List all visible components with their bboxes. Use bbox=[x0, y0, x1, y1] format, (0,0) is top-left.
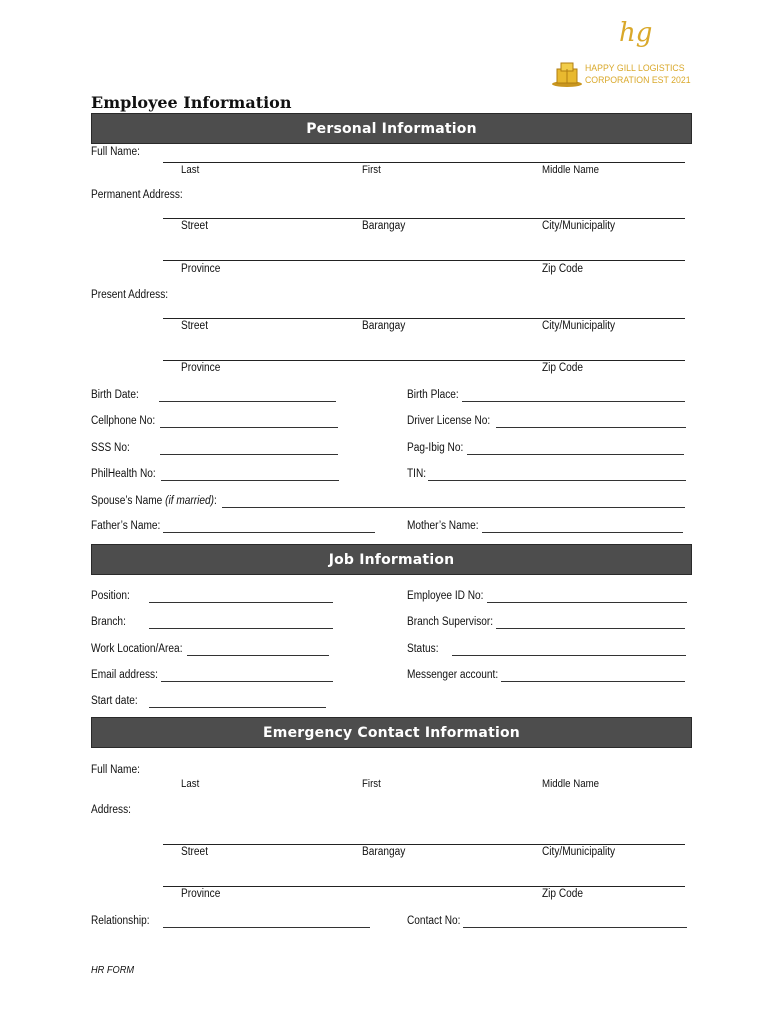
father-label: Father’s Name: bbox=[91, 520, 161, 532]
birth-date-label: Birth Date: bbox=[91, 389, 139, 401]
email-field[interactable] bbox=[161, 681, 333, 682]
barangay-label: Barangay bbox=[362, 846, 406, 858]
position-label: Position: bbox=[91, 590, 130, 602]
employee-id-field[interactable] bbox=[487, 602, 687, 603]
status-label: Status: bbox=[407, 643, 439, 655]
zip-label: Zip Code bbox=[542, 888, 584, 900]
sss-field[interactable] bbox=[160, 454, 338, 455]
city-label: City/Municipality bbox=[542, 320, 616, 332]
province-label: Province bbox=[181, 888, 221, 900]
emergency-middle-label: Middle Name bbox=[542, 778, 600, 790]
start-date-label: Start date: bbox=[91, 695, 138, 707]
sss-label: SSS No: bbox=[91, 442, 130, 454]
philhealth-field[interactable] bbox=[161, 480, 339, 481]
spouse-field[interactable] bbox=[222, 507, 685, 508]
street-label: Street bbox=[181, 320, 209, 332]
tin-field[interactable] bbox=[428, 480, 686, 481]
contact-label: Contact No: bbox=[407, 915, 461, 927]
pagibig-field[interactable] bbox=[467, 454, 684, 455]
work-location-field[interactable] bbox=[187, 655, 329, 656]
zip-label: Zip Code bbox=[542, 263, 584, 275]
footer-label: HR FORM bbox=[91, 964, 135, 976]
relationship-label: Relationship: bbox=[91, 915, 150, 927]
emergency-address-label: Address: bbox=[91, 804, 131, 816]
branch-label: Branch: bbox=[91, 616, 126, 628]
branch-supervisor-label: Branch Supervisor: bbox=[407, 616, 494, 628]
present-address-line1-field[interactable] bbox=[163, 318, 685, 319]
tin-label: TIN: bbox=[407, 468, 427, 480]
barangay-label: Barangay bbox=[362, 220, 406, 232]
middle-name-label: Middle Name bbox=[542, 164, 600, 176]
cellphone-field[interactable] bbox=[160, 427, 338, 428]
emergency-address-line2-field[interactable] bbox=[163, 886, 685, 887]
messenger-label: Messenger account: bbox=[407, 669, 499, 681]
permanent-address-label: Permanent Address: bbox=[91, 189, 183, 201]
branch-supervisor-field[interactable] bbox=[496, 628, 685, 629]
status-field[interactable] bbox=[452, 655, 686, 656]
relationship-field[interactable] bbox=[163, 927, 370, 928]
driver-license-label: Driver License No: bbox=[407, 415, 491, 427]
cellphone-label: Cellphone No: bbox=[91, 415, 156, 427]
logo-monogram: hg bbox=[619, 18, 653, 48]
logo-line-1: HAPPY GILL LOGISTICS bbox=[585, 63, 685, 74]
email-label: Email address: bbox=[91, 669, 158, 681]
job-info-header: Job Information bbox=[91, 544, 692, 575]
work-location-label: Work Location/Area: bbox=[91, 643, 183, 655]
gold-boxes-icon bbox=[550, 60, 584, 88]
start-date-field[interactable] bbox=[149, 707, 326, 708]
page-title: Employee Information bbox=[91, 93, 292, 112]
position-field[interactable] bbox=[149, 602, 333, 603]
spouse-label: Spouse’s Name (if married): bbox=[91, 495, 217, 507]
birth-date-field[interactable] bbox=[159, 401, 336, 402]
personal-info-header: Personal Information bbox=[91, 113, 692, 144]
father-field[interactable] bbox=[163, 532, 375, 533]
branch-field[interactable] bbox=[149, 628, 333, 629]
messenger-field[interactable] bbox=[501, 681, 685, 682]
emergency-address-line1-field[interactable] bbox=[163, 844, 685, 845]
employee-id-label: Employee ID No: bbox=[407, 590, 484, 602]
city-label: City/Municipality bbox=[542, 220, 616, 232]
province-label: Province bbox=[181, 362, 221, 374]
contact-field[interactable] bbox=[463, 927, 687, 928]
street-label: Street bbox=[181, 846, 209, 858]
mother-field[interactable] bbox=[482, 532, 683, 533]
birth-place-label: Birth Place: bbox=[407, 389, 459, 401]
emergency-first-label: First bbox=[362, 778, 381, 790]
driver-license-field[interactable] bbox=[496, 427, 686, 428]
permanent-address-line2-field[interactable] bbox=[163, 260, 685, 261]
philhealth-label: PhilHealth No: bbox=[91, 468, 156, 480]
present-address-line2-field[interactable] bbox=[163, 360, 685, 361]
barangay-label: Barangay bbox=[362, 320, 406, 332]
city-label: City/Municipality bbox=[542, 846, 616, 858]
zip-label: Zip Code bbox=[542, 362, 584, 374]
pagibig-label: Pag-Ibig No: bbox=[407, 442, 464, 454]
last-name-label: Last bbox=[181, 164, 200, 176]
emergency-last-label: Last bbox=[181, 778, 200, 790]
province-label: Province bbox=[181, 263, 221, 275]
logo-line-2: CORPORATION EST 2021 bbox=[585, 75, 691, 86]
emergency-full-name-label: Full Name: bbox=[91, 764, 140, 776]
full-name-field[interactable] bbox=[163, 162, 685, 163]
mother-label: Mother’s Name: bbox=[407, 520, 479, 532]
present-address-label: Present Address: bbox=[91, 289, 169, 301]
first-name-label: First bbox=[362, 164, 381, 176]
street-label: Street bbox=[181, 220, 209, 232]
full-name-label: Full Name: bbox=[91, 146, 140, 158]
birth-place-field[interactable] bbox=[462, 401, 685, 402]
permanent-address-line1-field[interactable] bbox=[163, 218, 685, 219]
emergency-info-header: Emergency Contact Information bbox=[91, 717, 692, 748]
